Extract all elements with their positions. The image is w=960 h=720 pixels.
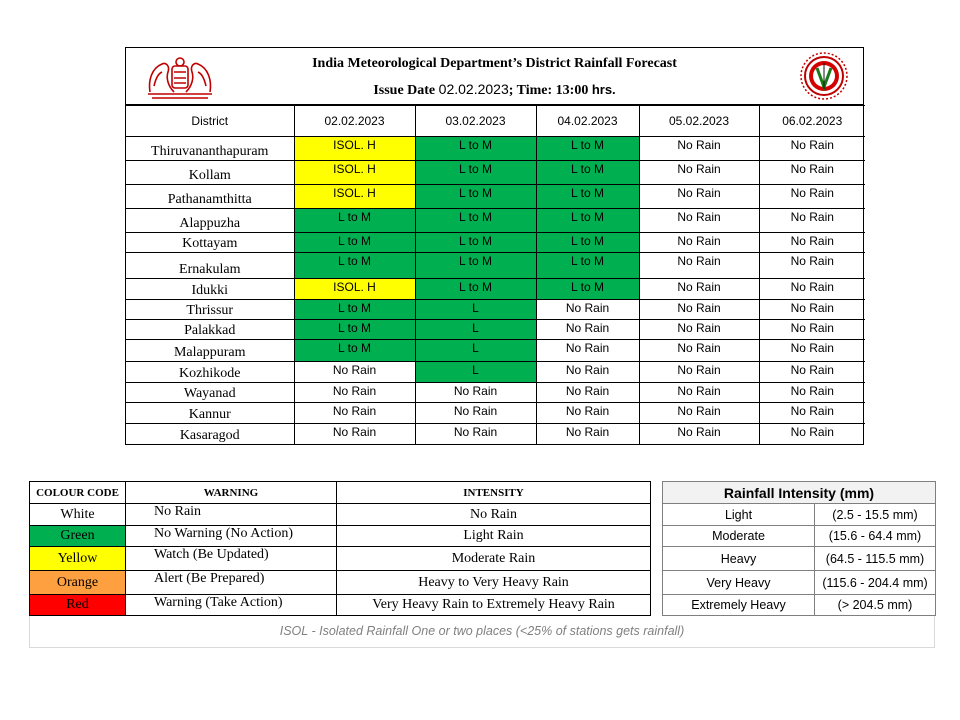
legend-intensity: No Rain (337, 504, 651, 526)
forecast-cell: No Rain (639, 253, 759, 279)
forecast-cell: ISOL. H (294, 161, 415, 185)
forecast-cell: No Rain (294, 383, 415, 403)
table-row (126, 137, 865, 161)
forecast-cell: ISOL. H (294, 137, 415, 161)
forecast-cell: No Rain (536, 362, 639, 383)
forecast-cell: No Rain (759, 253, 865, 279)
table-row (126, 320, 865, 340)
legend-intensity: Moderate Rain (337, 547, 651, 571)
forecast-cell: No Rain (639, 137, 759, 161)
date-header: 02.02.2023 (294, 106, 415, 137)
table-row (126, 161, 865, 185)
forecast-cell: No Rain (639, 233, 759, 253)
forecast-grid (126, 105, 865, 444)
forecast-cell: L (415, 300, 536, 320)
forecast-cell: No Rain (536, 340, 639, 362)
legend-warning: Alert (Be Prepared) (126, 571, 337, 595)
legend-row (30, 504, 651, 526)
forecast-cell: L to M (294, 253, 415, 279)
table-row (126, 424, 865, 444)
forecast-cell: L to M (415, 279, 536, 300)
forecast-cell: No Rain (536, 424, 639, 444)
forecast-cell: L (415, 340, 536, 362)
scale-row (663, 526, 936, 547)
scale-range: (115.6 - 204.4 mm) (815, 571, 936, 595)
forecast-cell: No Rain (759, 424, 865, 444)
table-row (126, 403, 865, 424)
scale-row (663, 504, 936, 526)
scale-label: Very Heavy (663, 571, 815, 595)
forecast-cell: L to M (415, 161, 536, 185)
forecast-cell: L to M (536, 185, 639, 209)
forecast-cell: L to M (294, 300, 415, 320)
forecast-cell: No Rain (639, 403, 759, 424)
forecast-cell: No Rain (639, 185, 759, 209)
legend-header-colour-code: COLOUR CODE (30, 482, 126, 504)
scale-range: (2.5 - 15.5 mm) (815, 504, 936, 526)
district-name: Thrissur (126, 300, 294, 320)
district-name: Kollam (126, 161, 294, 185)
forecast-cell: No Rain (639, 209, 759, 233)
scale-label: Extremely Heavy (663, 595, 815, 616)
legend-colour-swatch: White (30, 504, 126, 526)
issue-line (126, 81, 863, 99)
legend-row (30, 595, 651, 616)
forecast-cell: L to M (536, 161, 639, 185)
district-name: Idukki (126, 279, 294, 300)
forecast-cell: No Rain (639, 424, 759, 444)
table-row (126, 279, 865, 300)
date-header: 03.02.2023 (415, 106, 536, 137)
forecast-cell: ISOL. H (294, 279, 415, 300)
forecast-cell: No Rain (294, 424, 415, 444)
district-name: Kozhikode (126, 362, 294, 383)
table-row (126, 300, 865, 320)
forecast-cell: No Rain (759, 340, 865, 362)
forecast-cell: No Rain (536, 403, 639, 424)
forecast-cell: No Rain (639, 279, 759, 300)
forecast-cell: No Rain (639, 340, 759, 362)
issue-hrs: hrs. (591, 82, 616, 97)
legend-colour-swatch: Yellow (30, 547, 126, 571)
forecast-table (125, 47, 864, 445)
legend-warning: Watch (Be Updated) (126, 547, 337, 571)
district-name: Kottayam (126, 233, 294, 253)
legend-intensity: Light Rain (337, 526, 651, 547)
forecast-cell: L to M (415, 209, 536, 233)
table-row (126, 253, 865, 279)
scale-label: Light (663, 504, 815, 526)
scale-title: Rainfall Intensity (mm) (663, 482, 936, 504)
forecast-cell: No Rain (759, 161, 865, 185)
forecast-cell: No Rain (759, 185, 865, 209)
forecast-cell: No Rain (639, 320, 759, 340)
forecast-cell: L to M (294, 340, 415, 362)
district-name: Malappuram (126, 340, 294, 362)
imd-logo-icon (799, 51, 849, 101)
forecast-cell: No Rain (294, 403, 415, 424)
forecast-cell: L to M (415, 253, 536, 279)
scale-label: Heavy (663, 547, 815, 571)
date-header: 04.02.2023 (536, 106, 639, 137)
forecast-cell: No Rain (639, 362, 759, 383)
legend-colour-swatch: Green (30, 526, 126, 547)
forecast-cell: No Rain (415, 403, 536, 424)
district-name: Ernakulam (126, 253, 294, 279)
legend-warning: Warning (Take Action) (126, 595, 337, 616)
scale-range: (15.6 - 64.4 mm) (815, 526, 936, 547)
forecast-cell: No Rain (759, 233, 865, 253)
table-row (126, 233, 865, 253)
table-row (126, 185, 865, 209)
table-row (126, 362, 865, 383)
table-row (126, 209, 865, 233)
legend-warning: No Rain (126, 504, 337, 526)
legend-header-warning: WARNING (126, 482, 337, 504)
legend-colour-swatch: Red (30, 595, 126, 616)
district-name: Palakkad (126, 320, 294, 340)
scale-row (663, 595, 936, 616)
legend-intensity: Heavy to Very Heavy Rain (337, 571, 651, 595)
issue-time: ; Time: 13:00 (508, 83, 589, 98)
date-header: 06.02.2023 (759, 106, 865, 137)
district-name: Wayanad (126, 383, 294, 403)
district-name: Kasaragod (126, 424, 294, 444)
forecast-cell: No Rain (759, 383, 865, 403)
isol-footnote: ISOL - Isolated Rainfall One or two places (<25% of stations gets rainfall) (29, 616, 935, 648)
table-row (126, 383, 865, 403)
forecast-cell: No Rain (759, 300, 865, 320)
forecast-cell: No Rain (294, 362, 415, 383)
table-row (126, 340, 865, 362)
forecast-cell: No Rain (759, 137, 865, 161)
forecast-cell: No Rain (759, 362, 865, 383)
forecast-cell: No Rain (415, 424, 536, 444)
forecast-cell: No Rain (415, 383, 536, 403)
forecast-cell: L to M (536, 233, 639, 253)
forecast-header-row (126, 106, 865, 137)
issue-date-label: Issue Date (373, 83, 436, 98)
district-name: Thiruvananthapuram (126, 137, 294, 161)
forecast-cell: L to M (415, 137, 536, 161)
scale-range: (64.5 - 115.5 mm) (815, 547, 936, 571)
colour-code-legend (29, 481, 651, 616)
legend-header-intensity: INTENSITY (337, 482, 651, 504)
document-title: India Meteorological Department’s District Rainfall Forecast (312, 56, 677, 71)
forecast-cell: No Rain (759, 279, 865, 300)
district-name: Pathanamthitta (126, 185, 294, 209)
date-header: 05.02.2023 (639, 106, 759, 137)
forecast-cell: No Rain (759, 320, 865, 340)
forecast-cell: L to M (536, 253, 639, 279)
scale-range: (> 204.5 mm) (815, 595, 936, 616)
forecast-cell: L to M (294, 209, 415, 233)
forecast-cell: L to M (536, 137, 639, 161)
legend-intensity: Very Heavy Rain to Extremely Heavy Rain (337, 595, 651, 616)
forecast-cell: L to M (415, 185, 536, 209)
forecast-cell: No Rain (536, 383, 639, 403)
legend-colour-swatch: Orange (30, 571, 126, 595)
forecast-cell: ISOL. H (294, 185, 415, 209)
rainfall-intensity-scale (662, 481, 936, 616)
forecast-cell: L (415, 320, 536, 340)
forecast-cell: No Rain (536, 300, 639, 320)
forecast-cell: No Rain (759, 209, 865, 233)
legend-row (30, 526, 651, 547)
district-name: Kannur (126, 403, 294, 424)
forecast-cell: No Rain (759, 403, 865, 424)
forecast-cell: No Rain (639, 300, 759, 320)
forecast-cell: L to M (415, 233, 536, 253)
forecast-cell: L to M (294, 233, 415, 253)
forecast-cell: L (415, 362, 536, 383)
issue-date: 02.02.2023 (438, 81, 509, 97)
district-name: Alappuzha (126, 209, 294, 233)
legend-row (30, 547, 651, 571)
forecast-cell: No Rain (639, 161, 759, 185)
legend-row (30, 571, 651, 595)
forecast-cell: No Rain (639, 383, 759, 403)
scale-label: Moderate (663, 526, 815, 547)
scale-row (663, 571, 936, 595)
forecast-cell: L to M (536, 279, 639, 300)
forecast-cell: No Rain (536, 320, 639, 340)
scale-row (663, 547, 936, 571)
district-header: District (126, 106, 294, 137)
forecast-cell: L to M (294, 320, 415, 340)
legend-warning: No Warning (No Action) (126, 526, 337, 547)
forecast-header (126, 48, 863, 105)
forecast-cell: L to M (536, 209, 639, 233)
